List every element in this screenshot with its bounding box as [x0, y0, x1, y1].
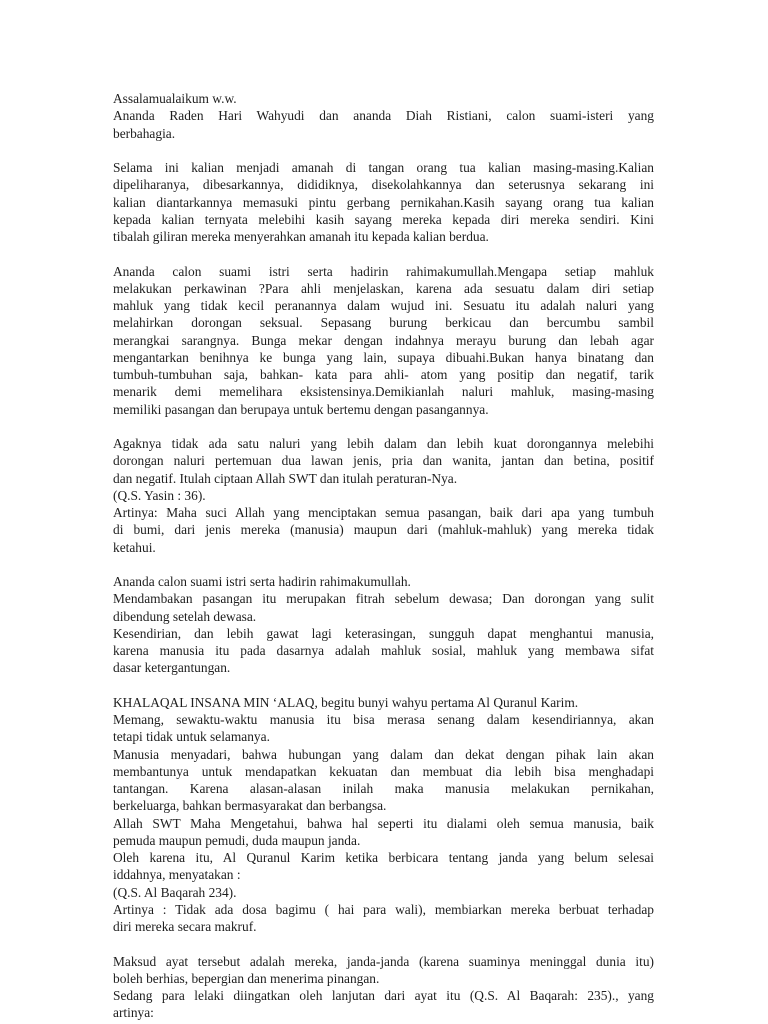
paragraph-gap — [113, 935, 654, 952]
text-line: dasar ketergantungan. — [113, 660, 231, 676]
text-line: Artinya: Maha suci Allah yang menciptakan semua pasangan, baik dari apa yang tumbuh — [113, 505, 654, 520]
text-line: kalian diantarkannya memasuki pintu gerbang pernikahan.Kasih sayang orang tua kalian — [113, 194, 654, 210]
text-line: tetapi tidak untuk selamanya. — [113, 729, 270, 745]
text-line: Selama ini kalian menjadi amanah di tangan orang tua kalian masing-masing.Kalian — [113, 160, 654, 175]
text-line: Sedang para lelaki diingatkan oleh lanjutan dari ayat itu (Q.S. Al Baqarah: 235)., yang — [113, 988, 654, 1003]
text-line: Allah SWT Maha Mengetahui, bahwa hal seperti itu dialami oleh semua manusia, baik — [113, 815, 654, 831]
text-line: Mendambakan pasangan itu merupakan fitrah sebelum dewasa; Dan dorongan yang sulit — [113, 591, 654, 607]
text-line: Ananda Raden Hari Wahyudi dan ananda Diah Ristiani, calon suami-isteri yang — [113, 108, 654, 124]
text-line: tibalah giliran mereka menyerahkan amanah itu kepada kalian berdua. — [113, 229, 489, 244]
text-line: Assalamualaikum w.w. — [113, 91, 237, 106]
text-line: kepada kalian ternyata melebihi kasih sayang mereka kepada diri mereka sendiri. Kini — [113, 211, 654, 227]
text-line: Agaknya tidak ada satu naluri yang lebih dalam dan lebih kuat dorongannya melebihi — [113, 436, 654, 451]
text-line: (Q.S. Yasin : 36). — [113, 487, 206, 503]
text-line: Artinya : Tidak ada dosa bagimu ( hai para wali), membiarkan mereka berbuat terhadap — [113, 901, 654, 917]
paragraph-gap — [113, 142, 654, 159]
text-line: tantangan. Karena alasan-alasan inilah maka manusia melakukan pernikahan, — [113, 781, 654, 796]
text-line: melakukan perkawinan ?Para ahli menjelaskan, karena ada sesuatu dalam diri setiap — [113, 280, 654, 296]
text-line: Ananda calon suami istri serta hadirin rahimakumullah.Mengapa setiap mahluk — [113, 263, 654, 279]
text-line: dibendung setelah dewasa. — [113, 608, 257, 624]
text-line: KHALAQAL INSANA MIN ‘ALAQ, begitu bunyi wahyu pertama Al Quranul Karim. — [113, 694, 579, 710]
text-line: di bumi, dari jenis mereka (manusia) maupun dari (mahluk-mahluk) yang mereka tidak — [113, 522, 654, 538]
paragraph-gap — [113, 556, 654, 573]
paragraph-gap — [113, 677, 654, 694]
text-line: Oleh karena itu, Al Quranul Karim ketika berbicara tentang janda yang belum selesai — [113, 850, 654, 865]
text-line: boleh berhias, bepergian dan menerima pinangan. — [113, 970, 380, 986]
paragraph-gap — [113, 245, 654, 262]
text-line: Maksud ayat tersebut adalah mereka, janda-janda (karena suaminya meninggal dunia itu) — [113, 953, 654, 969]
text-line: Ananda calon suami istri serta hadirin rahimakumullah. — [113, 574, 411, 589]
text-line: dorongan naluri pertemuan dua lawan jenis, pria dan wanita, jantan dan betina, positif — [113, 453, 654, 469]
text-line: tumbuh-tumbuhan saja, bahkan- kata para ahli- atom yang positip dan negatif, tarik — [113, 367, 654, 382]
text-line: karena manusia itu pada dasarnya adalah mahluk sosial, mahluk yang membawa sifat — [113, 643, 654, 658]
text-line: membantunya untuk mendapatkan kekuatan dan membuat dia lebih bisa menghadapi — [113, 763, 654, 779]
text-line: dipeliharanya, dibesarkannya, dididiknya, disekolahkannya dan seterusnya sekarang ini — [113, 177, 654, 193]
document-page — [113, 90, 654, 1022]
text-line: dan negatif. Itulah ciptaan Allah SWT dan itulah peraturan-Nya. — [113, 470, 458, 486]
text-line: artinya: — [113, 1005, 154, 1021]
text-line: iddahnya, menyatakan : — [113, 867, 241, 883]
text-line: Manusia menyadari, bahwa hubungan yang dalam dan dekat dengan pihak lain akan — [113, 746, 654, 762]
text-line: berkeluarga, bahkan bermasyarakat dan berbangsa. — [113, 798, 387, 814]
text-line: melahirkan dorongan seksual. Sepasang burung berkicau dan bercumbu sambil — [113, 315, 654, 331]
text-line: Kesendirian, dan lebih gawat lagi keterasingan, sungguh dapat menghantui manusia, — [113, 625, 654, 641]
text-line: merangkai sarangnya. Bunga mekar dengan indahnya merayu burung dan lebah agar — [113, 332, 654, 348]
text-line: berbahagia. — [113, 125, 176, 141]
text-line: Memang, sewaktu-waktu manusia itu bisa merasa senang dalam kesendiriannya, akan — [113, 712, 654, 727]
text-line: mengantarkan benihnya ke bunga yang lain, supaya dibuahi.Bukan hanya binatang dan — [113, 349, 654, 365]
text-line: diri mereka secara makruf. — [113, 919, 257, 934]
text-line: pemuda maupun pemudi, duda maupun janda. — [113, 832, 361, 848]
paragraph-gap — [113, 418, 654, 435]
text-line: (Q.S. Al Baqarah 234). — [113, 884, 237, 900]
text-line: ketahui. — [113, 539, 156, 555]
text-line: mahluk yang tidak kecil peranannya dalam wujud ini. Sesuatu itu adalah naluri yang — [113, 298, 654, 313]
text-line: memiliki pasangan dan berupaya untuk bertemu dengan pasangannya. — [113, 401, 489, 417]
text-line: menarik demi memelihara eksistensinya.Demikianlah naluri mahluk, masing-masing — [113, 384, 654, 400]
